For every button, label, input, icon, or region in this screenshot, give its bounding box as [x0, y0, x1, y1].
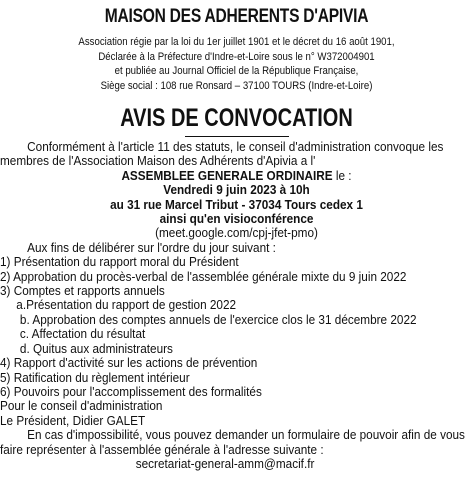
legal-line: Déclarée à la Préfecture d'Indre-et-Loire sous le n° W372004901 [98, 50, 375, 63]
meeting-date: Vendredi 9 juin 2023 à 10h [163, 182, 310, 198]
proxy-line: faire représenter à l'assemblée générale à l'adresse suivante : [0, 441, 324, 457]
agenda-subitem: a.Présentation du rapport de gestion 2022 [16, 297, 237, 313]
meeting-link[interactable]: (meet.google.com/cpj-jfet-pmo) [155, 225, 318, 241]
legal-line: Siège social : 108 rue Ronsard – 37100 TOURS (Indre-et-Loire) [100, 79, 373, 92]
legal-line: Association régie par la loi du 1er juillet 1901 et le décret du 16 août 1901, [78, 36, 395, 48]
intro-line: Conformément à l'article 11 des statuts, le conseil d'administration convoque les [27, 139, 444, 154]
agenda-item: 1) Présentation du rapport moral du Président [0, 254, 239, 270]
notice-title: AVIS DE CONVOCATION [120, 104, 353, 132]
agenda-item: 6) Pouvoirs pour l'accomplissement des formalités [0, 383, 262, 399]
contact-email[interactable]: secretariat-general-amm@macif.fr [135, 455, 315, 471]
agenda-item: 3) Comptes et rapports annuels [0, 283, 165, 299]
title-underline [185, 136, 289, 137]
assembly-type-suffix: le : [332, 167, 352, 183]
intro-line: membres de l'Association Maison des Adhérents d'Apivia a l' [0, 153, 316, 169]
agenda-item: 5) Ratification du règlement intérieur [0, 369, 190, 385]
meeting-visio: ainsi qu'en visioconférence [159, 211, 314, 227]
agenda-item: 4) Rapport d'activité sur les actions de prévention [0, 355, 258, 371]
agenda-subitem: b. Approbation des comptes annuels de l'exercice clos le 31 décembre 2022 [19, 311, 417, 327]
agenda-item: 2) Approbation du procès-verbal de l'assemblée générale mixte du 9 juin 2022 [0, 268, 407, 284]
meeting-address: au 31 rue Marcel Tribut - 37034 Tours cedex 1 [110, 196, 363, 212]
agenda-subitem: c. Affectation du résultat [19, 326, 146, 342]
assembly-type-line [22, 169, 450, 183]
agenda-intro: Aux fins de délibérer sur l'ordre du jour suivant : [27, 239, 276, 255]
association-title: MAISON DES ADHERENTS D'APIVIA [104, 6, 369, 27]
assembly-type: ASSEMBLEE GENERALE ORDINAIRE [121, 167, 333, 183]
signatory-line: Le Président, Didier GALET [0, 412, 146, 428]
agenda-subitem: d. Quitus aux administrateurs [19, 340, 173, 356]
for-board-line: Pour le conseil d'administration [0, 398, 163, 414]
legal-information [33, 35, 440, 93]
notice-body [0, 140, 473, 471]
legal-line: et publiée au Journal Officiel de la République Française, [114, 65, 359, 78]
proxy-line: En cas d'impossibilité, vous pouvez demander un formulaire de pouvoir afin de vous [27, 427, 465, 443]
